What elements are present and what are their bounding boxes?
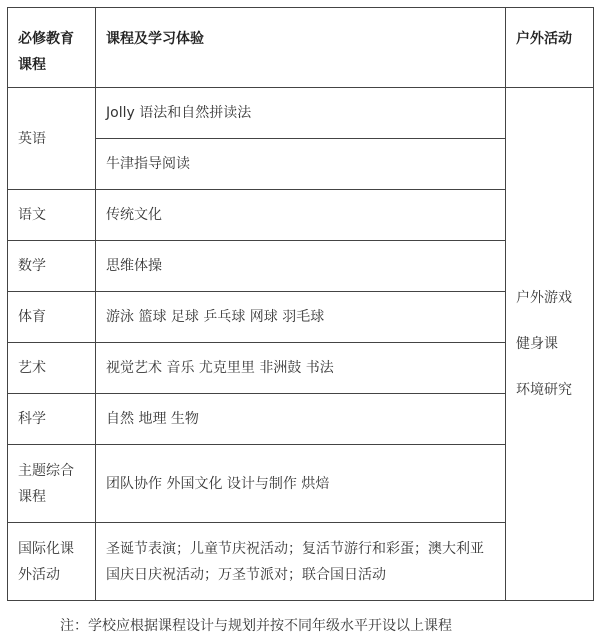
footnote: 注：学校应根据课程设计与规划并按不同年级水平开设以上课程	[60, 618, 452, 634]
category-cell: 英语	[8, 88, 96, 190]
content-cell: 传统文化	[96, 190, 506, 241]
table-header-row	[8, 8, 594, 88]
content-cell: 团队协作 外国文化 设计与制作 烘焙	[96, 445, 506, 523]
category-cell: 国际化课外活动	[8, 523, 96, 601]
content-cell: 牛津指导阅读	[96, 139, 506, 190]
header-courses-experience: 课程及学习体验	[96, 8, 506, 88]
curriculum-table	[7, 7, 594, 601]
header-required-courses: 必修教育课程	[8, 8, 96, 88]
table-row	[8, 88, 594, 139]
content-cell: 自然 地理 生物	[96, 394, 506, 445]
category-cell: 语文	[8, 190, 96, 241]
outdoor-item: 户外游戏	[516, 290, 572, 306]
category-cell: 数学	[8, 241, 96, 292]
content-cell: 视觉艺术 音乐 尤克里里 非洲鼓 书法	[96, 343, 506, 394]
header-outdoor-activities: 户外活动	[506, 8, 594, 88]
outdoor-item: 健身课	[516, 336, 558, 352]
category-cell: 艺术	[8, 343, 96, 394]
category-cell: 科学	[8, 394, 96, 445]
content-cell: 圣诞节表演；儿童节庆祝活动；复活节游行和彩蛋；澳大利亚国庆日庆祝活动；万圣节派对；联合国日活动	[96, 523, 506, 601]
outdoor-activities-cell	[506, 88, 594, 601]
content-cell: Jolly 语法和自然拼读法	[96, 88, 506, 139]
content-cell: 思维体操	[96, 241, 506, 292]
content-cell: 游泳 篮球 足球 乒乓球 网球 羽毛球	[96, 292, 506, 343]
category-cell: 主题综合课程	[8, 445, 96, 523]
outdoor-item: 环境研究	[516, 382, 572, 398]
category-cell: 体育	[8, 292, 96, 343]
